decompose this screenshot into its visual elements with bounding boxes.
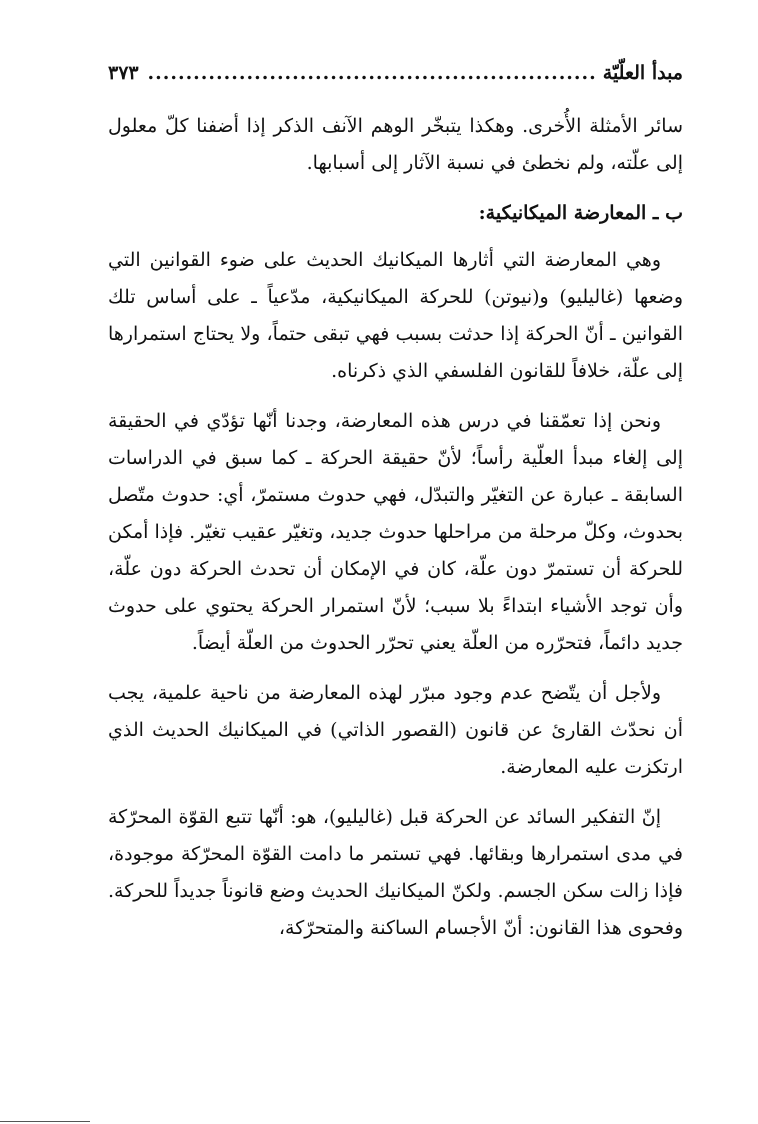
running-header <box>108 62 683 106</box>
footer-rule <box>0 1121 90 1122</box>
page-body <box>108 108 683 947</box>
section-heading: ب ـ المعارضة الميكانيكية: <box>478 202 683 224</box>
paragraph-2: وهي المعارضة التي أثارها الميكانيك الحديث على ضوء القوانين التي وضعها (غاليليو) و(نيوتن) للحركة الميكانيكية، مدّعياً ـ على أساس تلك القوانين ـ أنّ الحركة إذا حدثت بسبب فهي تبقى حتماً، ولا يحتاج استمرارها إلى علّة، خلافاً للقانون الفلسفي الذي ذكرناه. <box>108 249 683 382</box>
page-number: ٣٧٣ <box>108 62 139 84</box>
paragraph-5: إنّ التفكير السائد عن الحركة قبل (غاليليو)، هو: أنّها تتبع القوّة المحرّكة في مدى استمرارها وبقائها. فهي تستمر ما دامت القوّة المحرّكة موجودة، فإذا زالت سكن الجسم. ولكنّ الميكانيك الحديث وضع قانوناً جديداً للحركة. وفحوى هذا القانون: أنّ الأجسام الساكنة والمتحرّكة، <box>108 806 683 939</box>
paragraph-4: ولأجل أن يتّضح عدم وجود مبرّر لهذه المعارضة من ناحية علمية، يجب أن نحدّث القارئ عن قانون (القصور الذاتي) في الميكانيك الحديث الذي ارتكزت عليه المعارضة. <box>108 682 683 778</box>
chapter-title: مبدأ العلّيّة <box>602 62 683 84</box>
paragraph-1: سائر الأمثلة الأُخرى. وهكذا يتبخّر الوهم الآنف الذكر إذا أضفنا كلّ معلول إلى علّته، ولم نخطئ في نسبة الآثار إلى أسبابها. <box>108 115 683 174</box>
paragraph-3: ونحن إذا تعمّقنا في درس هذه المعارضة، وجدنا أنّها تؤدّي في الحقيقة إلى إلغاء مبدأ العلّية رأساً؛ لأنّ حقيقة الحركة ـ كما سبق في الدراسات السابقة ـ عبارة عن التغيّر والتبدّل، فهي حدوث مستمرّ، أي: حدوث متّصل بحدوث، وكلّ مرحلة من مراحلها حدوث جديد، وتغيّر عقيب تغيّر. فإذا أمكن للحركة أن تستمرّ دون علّة، كان في الإمكان أن تحدث الحركة دون علّة، وأن توجد الأشياء ابتداءً بلا سبب؛ لأنّ استمرار الحركة يحتوي على حدوث جديد دائماً، فتحرّره من العلّة يعني تحرّر الحدوث من العلّة أيضاً. <box>108 410 683 654</box>
book-page <box>108 62 683 960</box>
leader-dots <box>145 62 597 84</box>
